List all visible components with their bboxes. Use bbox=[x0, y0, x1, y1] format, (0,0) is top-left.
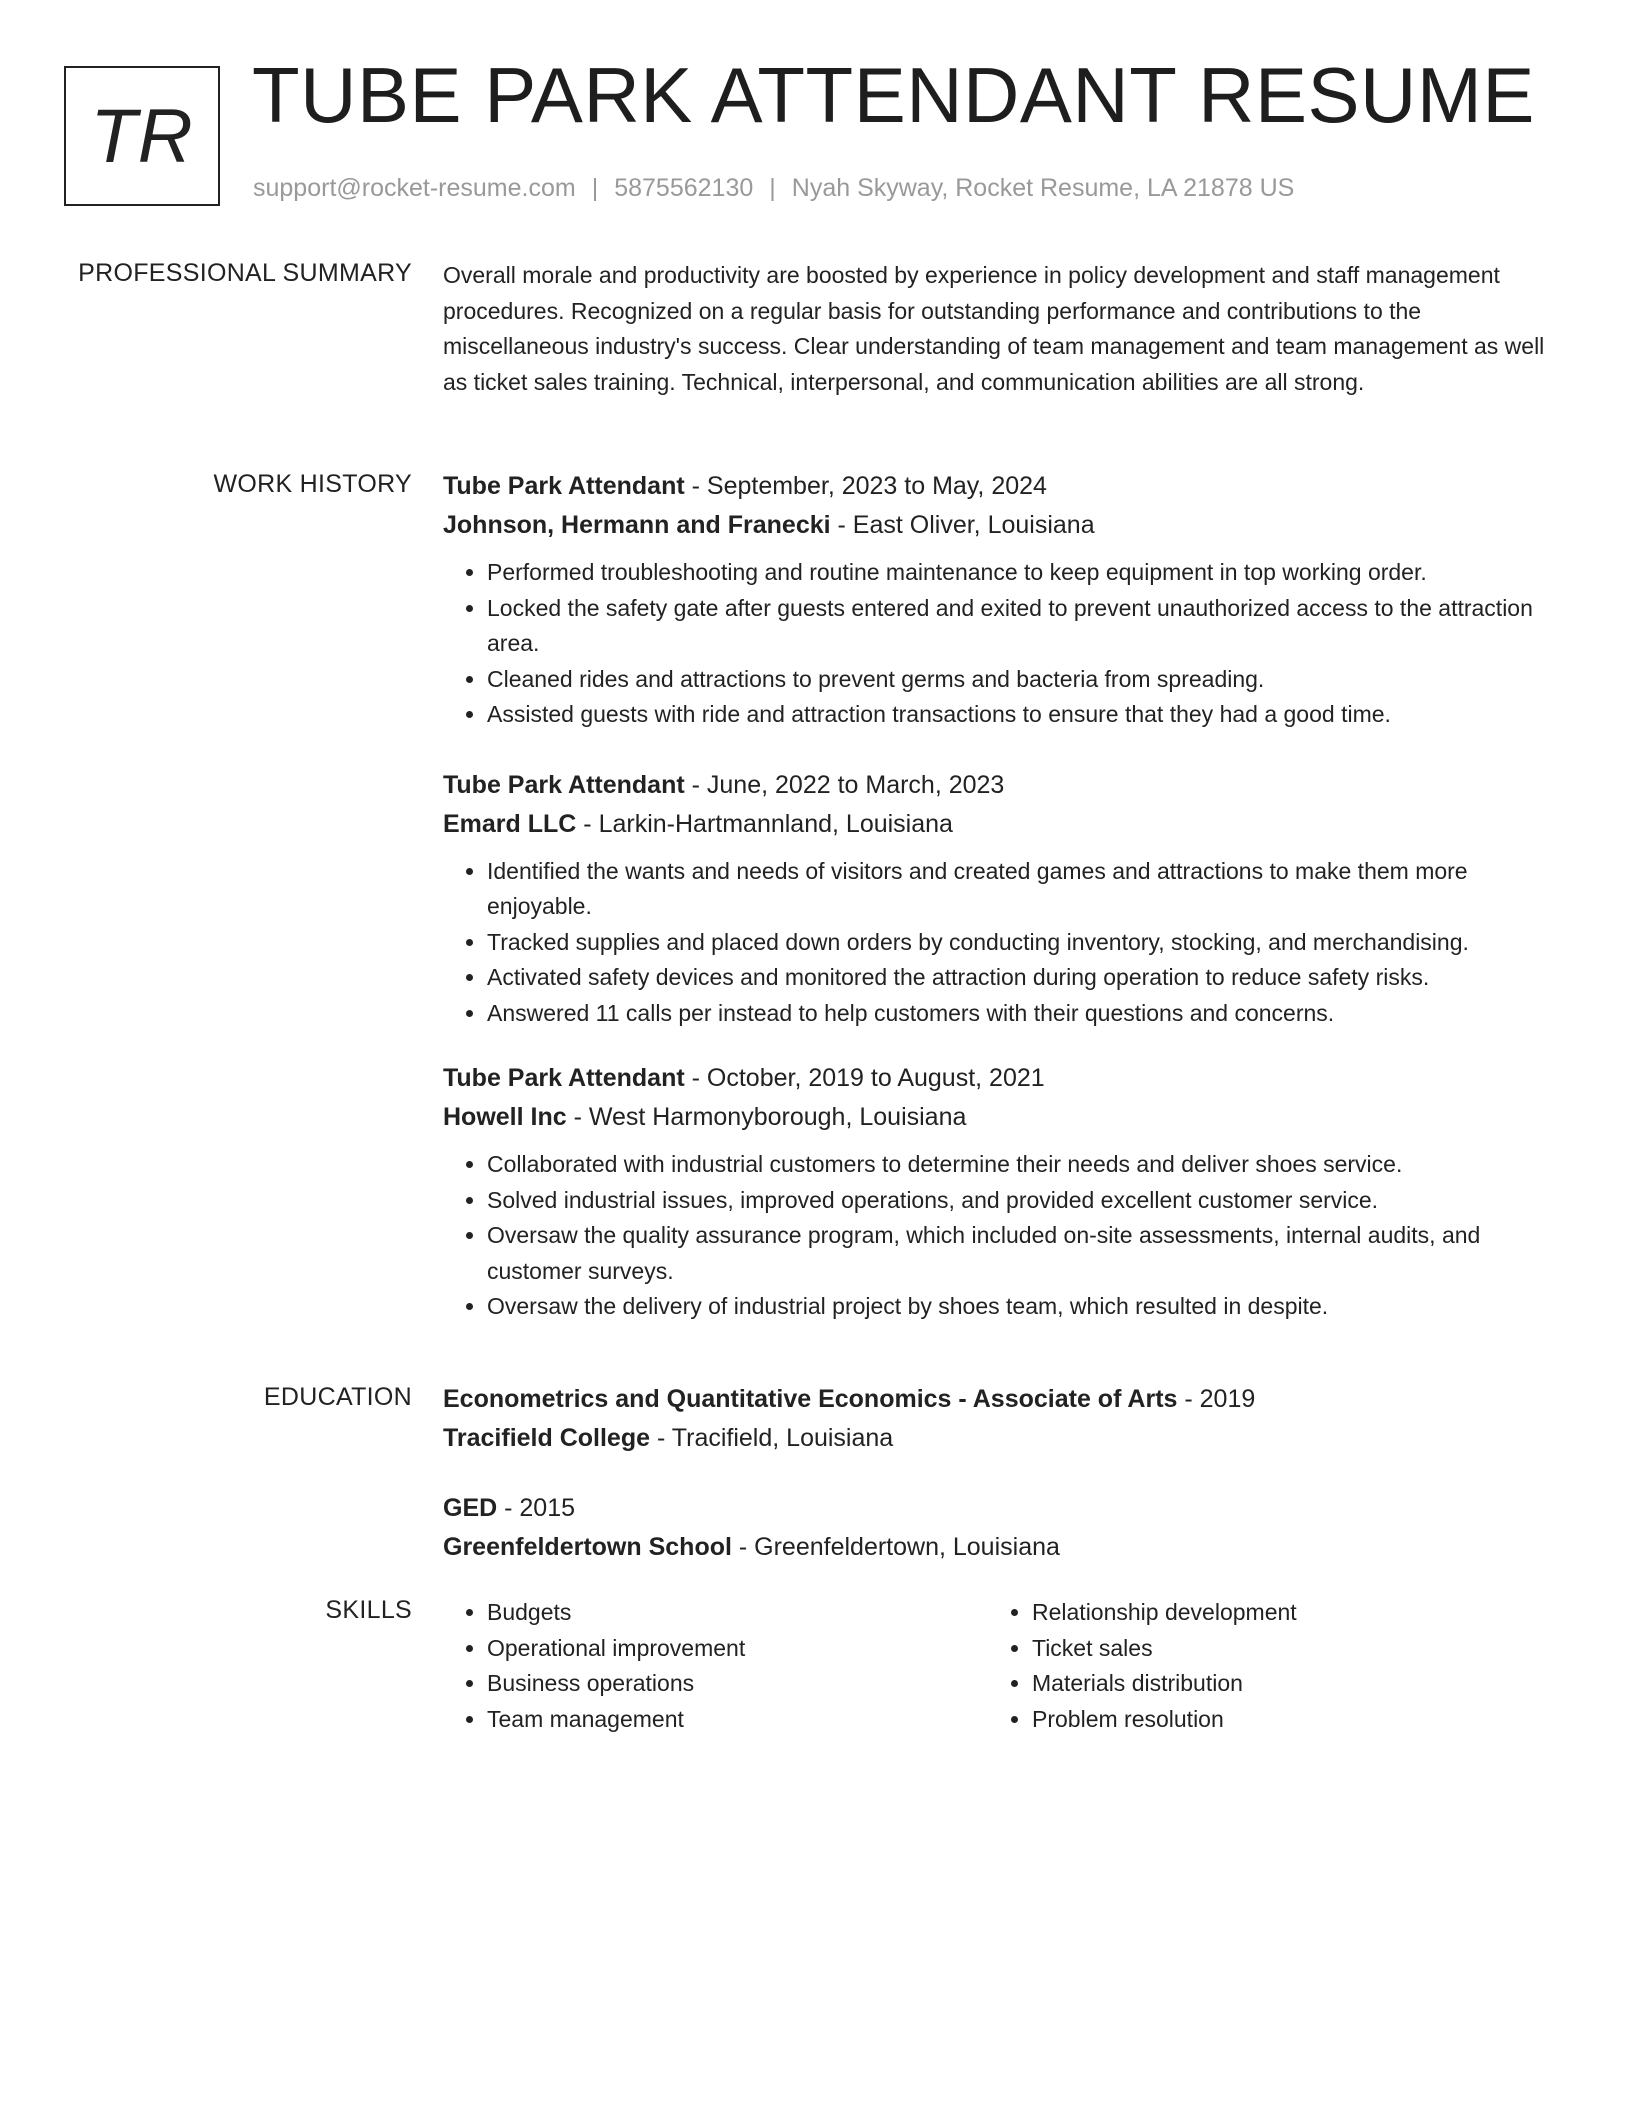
job-bullet: • Solved industrial issues, improved operations, and provided excellent customer service. bbox=[487, 1183, 1558, 1219]
skills-column-right bbox=[988, 1595, 1533, 1737]
summary-body bbox=[443, 258, 1558, 400]
education-school-line bbox=[443, 1528, 1558, 1567]
skills-column-left bbox=[443, 1595, 988, 1737]
skill-item: • Business operations bbox=[487, 1666, 988, 1702]
contact-separator: | bbox=[591, 174, 599, 202]
job-entry bbox=[443, 467, 1558, 733]
education-body bbox=[443, 1380, 1558, 1567]
job-bullet: • Performed troubleshooting and routine maintenance to keep equipment in top working order. bbox=[487, 555, 1558, 591]
skill-item: • Materials distribution bbox=[1032, 1666, 1533, 1702]
job-entry bbox=[443, 1059, 1558, 1325]
job-company: Johnson, Hermann and Franecki bbox=[443, 511, 831, 539]
education-school: Greenfeldertown School bbox=[443, 1533, 732, 1561]
job-title-line bbox=[443, 1059, 1558, 1098]
job-bullet: • Identified the wants and needs of visitors and created games and attractions to make them more enjoyable. bbox=[487, 854, 1558, 925]
section-heading-work-history: WORK HISTORY bbox=[213, 470, 412, 498]
job-company-line bbox=[443, 1098, 1558, 1137]
monogram-initials: TR bbox=[90, 93, 194, 179]
contact-separator: | bbox=[769, 174, 776, 202]
education-location: - Tracifield, Louisiana bbox=[650, 1424, 894, 1452]
job-bullets bbox=[443, 854, 1558, 1032]
job-bullet: • Collaborated with industrial customers to determine their needs and deliver shoes service. bbox=[487, 1147, 1558, 1183]
job-bullets bbox=[443, 555, 1558, 733]
job-company-line bbox=[443, 805, 1558, 844]
education-school: Tracifield College bbox=[443, 1424, 651, 1452]
job-location: - West Harmonyborough, Louisiana bbox=[566, 1103, 967, 1131]
summary-text: Overall morale and productivity are boosted by experience in policy development and staff management procedures. Recognized on a regular basis for outstanding performance and contributions to the miscellaneous industry's success. Clear understanding of team management and team management as well as ticket sales training. Technical, interpersonal, and communication abilities are all strong. bbox=[443, 262, 1545, 395]
job-company-line bbox=[443, 506, 1558, 545]
skills-columns bbox=[443, 1595, 1558, 1737]
education-degree: Econometrics and Quantitative Economics - Associate of Arts bbox=[443, 1385, 1178, 1413]
education-entry bbox=[443, 1489, 1558, 1567]
job-dates: - June, 2022 to March, 2023 bbox=[684, 770, 1005, 799]
skill-item: • Operational improvement bbox=[487, 1631, 988, 1667]
job-company: Emard LLC bbox=[443, 809, 577, 838]
job-title: Tube Park Attendant bbox=[443, 1064, 685, 1092]
section-heading-skills: SKILLS bbox=[325, 1596, 412, 1624]
contact-email: support@rocket-resume.com bbox=[253, 174, 576, 202]
job-bullet: • Activated safety devices and monitored the attraction during operation to reduce safety risks. bbox=[487, 960, 1558, 996]
job-location: - East Oliver, Louisiana bbox=[830, 511, 1095, 539]
work-history-body bbox=[443, 467, 1558, 1325]
education-entry bbox=[443, 1380, 1558, 1458]
job-company: Howell Inc bbox=[443, 1103, 567, 1131]
job-title-line bbox=[443, 766, 1558, 805]
skills-list bbox=[988, 1595, 1533, 1737]
job-dates: - September, 2023 to May, 2024 bbox=[684, 472, 1047, 500]
page-title: TUBE PARK ATTENDANT RESUME bbox=[252, 51, 1535, 139]
contact-address: Nyah Skyway, Rocket Resume, LA 21878 US bbox=[791, 174, 1295, 202]
skill-item: • Problem resolution bbox=[1032, 1702, 1533, 1738]
education-degree-line bbox=[443, 1380, 1558, 1419]
job-entry bbox=[443, 766, 1558, 1032]
section-heading-summary: PROFESSIONAL SUMMARY bbox=[78, 259, 412, 287]
job-bullet: • Oversaw the quality assurance program, which included on-site assessments, internal audits, and customer surveys. bbox=[487, 1218, 1558, 1289]
job-bullets bbox=[443, 1147, 1558, 1325]
education-degree: GED bbox=[443, 1494, 498, 1522]
education-school-line bbox=[443, 1419, 1558, 1458]
job-bullet: • Oversaw the delivery of industrial project by shoes team, which resulted in despite. bbox=[487, 1289, 1558, 1325]
job-location: - Larkin-Hartmannland, Louisiana bbox=[576, 809, 953, 838]
job-title-line bbox=[443, 467, 1558, 506]
education-location: - Greenfeldertown, Louisiana bbox=[731, 1533, 1060, 1561]
job-bullet: • Cleaned rides and attractions to prevent germs and bacteria from spreading. bbox=[487, 662, 1558, 698]
job-bullet: • Locked the safety gate after guests entered and exited to prevent unauthorized access to the attraction area. bbox=[487, 591, 1558, 662]
skill-item: • Team management bbox=[487, 1702, 988, 1738]
skills-list bbox=[443, 1595, 988, 1737]
education-degree-line bbox=[443, 1489, 1558, 1528]
job-title: Tube Park Attendant bbox=[443, 770, 685, 799]
job-bullet: • Assisted guests with ride and attraction transactions to ensure that they had a good time. bbox=[487, 697, 1558, 733]
contact-phone: 5875562130 bbox=[614, 174, 754, 202]
skill-item: • Budgets bbox=[487, 1595, 988, 1631]
contact-line bbox=[253, 174, 1294, 203]
skill-item: • Ticket sales bbox=[1032, 1631, 1533, 1667]
education-year: - 2019 bbox=[1177, 1385, 1256, 1413]
section-heading-education: EDUCATION bbox=[263, 1383, 412, 1411]
skill-item: • Relationship development bbox=[1032, 1595, 1533, 1631]
monogram-box bbox=[64, 66, 220, 206]
job-bullet: • Answered 11 calls per instead to help customers with their questions and concerns. bbox=[487, 996, 1558, 1032]
skills-body bbox=[443, 1595, 1558, 1737]
job-dates: - October, 2019 to August, 2021 bbox=[684, 1064, 1045, 1092]
job-bullet: • Tracked supplies and placed down orders by conducting inventory, stocking, and merchandising. bbox=[487, 925, 1558, 961]
education-year: - 2015 bbox=[497, 1494, 576, 1522]
job-title: Tube Park Attendant bbox=[443, 472, 685, 500]
